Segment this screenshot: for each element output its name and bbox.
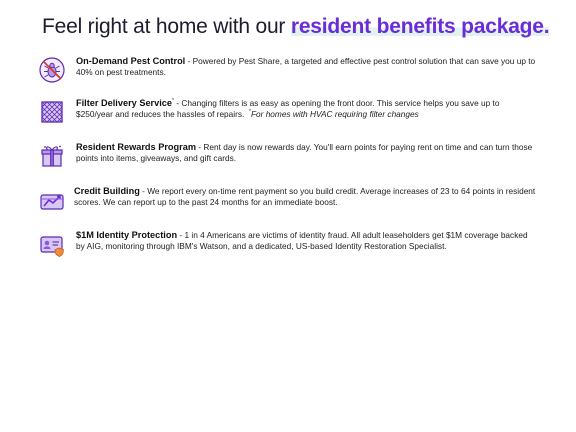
benefit-text xyxy=(74,186,538,208)
benefit-text xyxy=(76,142,538,164)
separator: - xyxy=(185,56,193,66)
benefit-note: For homes with HVAC requiring filter changes xyxy=(250,109,419,119)
page-title xyxy=(42,14,562,40)
benefit-body: We report every on-time rent payment so you build credit. Average increases of 23 to 64 points in resident scores. We can report up to the past 24 months for an immediate boost. xyxy=(74,186,536,207)
headline-prefix: Feel right at home with our xyxy=(42,15,291,38)
benefit-title: Resident Rewards Program xyxy=(76,142,196,152)
separator: - xyxy=(196,142,204,152)
benefit-title: Filter Delivery Service xyxy=(76,98,173,108)
benefit-text xyxy=(76,56,538,78)
benefit-body: Rent day is now rewards day. You'll earn points for paying rent on time and can turn those points into items, giveaways, and gift cards. xyxy=(76,142,533,163)
separator: - xyxy=(139,186,148,196)
credit-building-icon xyxy=(38,186,66,214)
benefit-body: Changing filters is as easy as opening the front door. This service helps you save up to $250/year and reduces the hassles of repairs. xyxy=(76,98,500,119)
benefit-text xyxy=(76,98,538,120)
separator: - xyxy=(177,230,185,240)
benefit-title: $1M Identity Protection xyxy=(76,230,178,240)
benefit-title: On-Demand Pest Control xyxy=(76,56,186,66)
footnote-mark: * xyxy=(248,109,251,116)
benefit-body: Powered by Pest Share, a targeted and effective pest control solution that can save you up to 40% on pest treatments. xyxy=(76,56,536,77)
benefit-body: 1 in 4 Americans are victims of identity fraud. All adult leaseholders get $1M coverage backed by AIG, monitoring through IBM's Watson, and a dedicated, US-based Identity Restoration Specialist. xyxy=(76,230,528,251)
gift-icon xyxy=(38,142,66,170)
bug-icon xyxy=(38,56,66,84)
footnote-mark: * xyxy=(172,98,174,105)
separator: - xyxy=(173,98,182,108)
identity-card-icon xyxy=(38,230,66,258)
benefit-title: Credit Building xyxy=(74,186,140,196)
filter-icon xyxy=(38,98,66,126)
benefit-text xyxy=(76,230,538,252)
headline-highlight: resident benefits package. xyxy=(290,15,550,38)
